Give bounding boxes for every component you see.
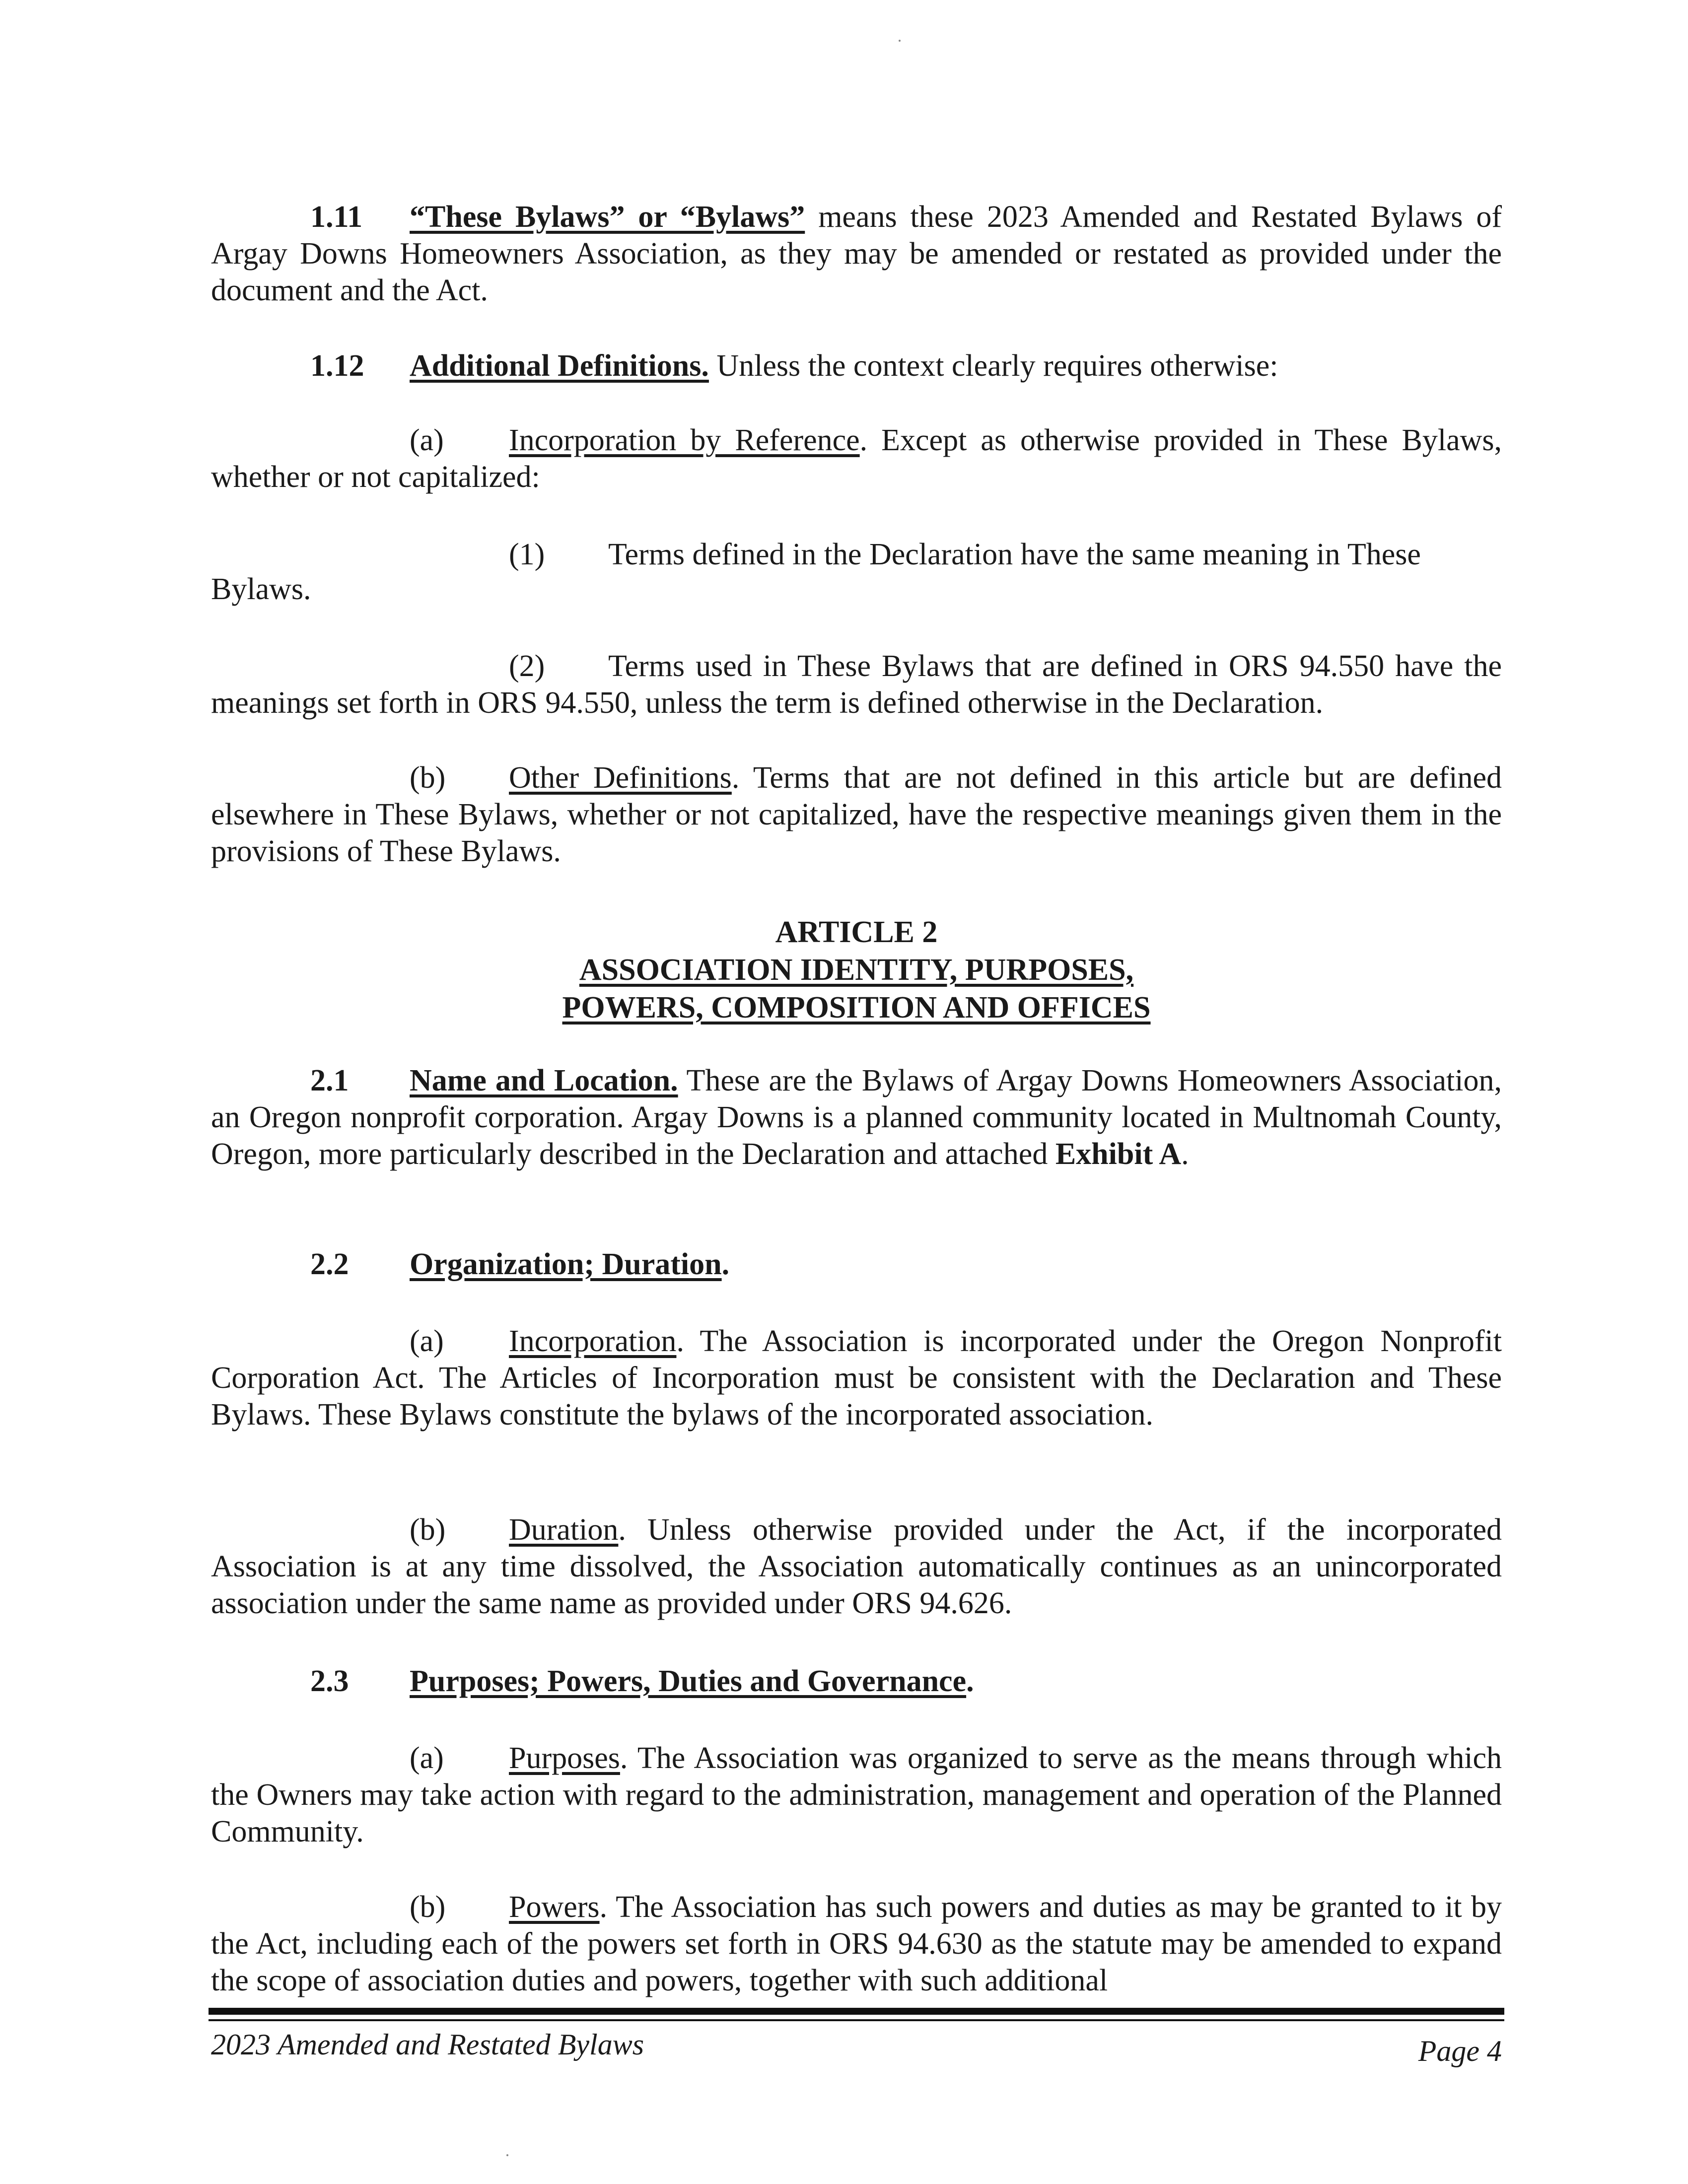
subsection-heading: Purposes xyxy=(509,1741,620,1775)
scan-speck xyxy=(899,40,901,42)
section-text: Unless the context clearly requires otherwise: xyxy=(708,349,1278,383)
article-title-line-1: ASSOCIATION IDENTITY, PURPOSES, xyxy=(579,953,1134,987)
section-heading: Purposes; Powers, Duties and Governance xyxy=(410,1664,967,1698)
subsection-text: . The Association was organized to serve as the means through which the Owners may take action with regard to the administration, management and operation of the Planned Community. xyxy=(211,1741,1502,1848)
footer-rule-thick xyxy=(209,2008,1504,2015)
section-heading: Name and Location. xyxy=(410,1064,678,1097)
section-heading: “These Bylaws” or “Bylaws” xyxy=(410,200,805,234)
subsection-heading: Incorporation xyxy=(509,1324,677,1358)
section-heading: Additional Definitions. xyxy=(410,349,709,383)
clause-marker: (2) xyxy=(509,649,545,683)
article-number: ARTICLE 2 xyxy=(775,915,938,949)
section-2-2-b xyxy=(211,1511,1502,1622)
section-2-2 xyxy=(211,1246,1502,1283)
subsection-text: . Unless otherwise provided under the Act, if the incorporated Association is at any time dissolved, the Association automatically continues as an unincorporated association under the same name as provided under ORS 94.626. xyxy=(211,1513,1502,1620)
subsection-marker: (a) xyxy=(410,423,444,457)
footer-rule-thin xyxy=(209,2019,1504,2021)
subsection-marker: (a) xyxy=(410,1741,444,1775)
clause-text: Terms used in These Bylaws that are defined in ORS 94.550 have the meanings set forth in ORS 94.550, unless the term is defined otherwise in the Declaration. xyxy=(211,649,1502,720)
section-text: means these 2023 Amended and Restated Bylaws of Argay Downs Homeowners Association, as they may be amended or restated as provided under the document and the Act. xyxy=(211,200,1502,307)
subsection-heading: Other Definitions xyxy=(509,761,732,795)
section-end: . xyxy=(721,1247,730,1281)
subsection-heading: Incorporation by Reference xyxy=(509,423,860,457)
section-number: 2.1 xyxy=(310,1064,349,1097)
subsection-marker: (b) xyxy=(410,1513,446,1547)
section-1-12-a-1 xyxy=(211,536,1502,573)
section-1-12-a-1-continuation xyxy=(211,571,1502,608)
clause-text: Terms defined in the Declaration have the same meaning in These xyxy=(608,538,1421,571)
exhibit-reference: Exhibit A xyxy=(1055,1137,1182,1171)
section-end: . xyxy=(1181,1137,1189,1171)
section-1-12 xyxy=(211,347,1502,384)
footer-page-number: Page 4 xyxy=(1418,2035,1502,2067)
subsection-text: . The Association is incorporated under the Oregon Nonprofit Corporation Act. The Articles of Incorporation must be consistent with the Declaration and These Bylaws. These Bylaws constitute the bylaws of the incorporated association. xyxy=(211,1324,1502,1432)
section-text: These are the Bylaws of Argay Downs Homeowners Association, an Oregon nonprofit corporation. Argay Downs is a planned community located in Multnomah County, Oregon, more particularly described in the Declaration and attached xyxy=(211,1064,1502,1171)
section-number: 2.3 xyxy=(310,1664,349,1698)
clause-marker: (1) xyxy=(509,538,545,571)
section-2-1 xyxy=(211,1062,1502,1172)
section-number: 1.11 xyxy=(310,200,363,234)
section-2-2-a xyxy=(211,1323,1502,1433)
footer-document-title: 2023 Amended and Restated Bylaws xyxy=(211,2028,644,2061)
subsection-text: . Except as otherwise provided in These Bylaws, whether or not capitalized: xyxy=(211,423,1502,494)
subsection-marker: (b) xyxy=(410,1890,446,1924)
section-number: 2.2 xyxy=(310,1247,349,1281)
section-1-12-b xyxy=(211,759,1502,870)
section-1-12-a-2 xyxy=(211,648,1502,721)
clause-continuation: Bylaws. xyxy=(211,572,311,606)
scan-speck xyxy=(506,2154,508,2156)
section-end: . xyxy=(966,1664,974,1698)
subsection-text: . The Association has such powers and duties as may be granted to it by the Act, including each of the powers set forth in ORS 94.630 as the statute may be amended to expand the scope of association duties and powers, together with such additional xyxy=(211,1890,1502,1997)
subsection-marker: (b) xyxy=(410,761,446,795)
subsection-heading: Duration xyxy=(509,1513,619,1547)
section-2-3-b xyxy=(211,1889,1502,1999)
subsection-text: . Terms that are not defined in this article but are defined elsewhere in These Bylaws, whether or not capitalized, have the respective meanings given them in the provisions of These Bylaws. xyxy=(211,761,1502,868)
section-1-12-a xyxy=(211,422,1502,495)
article-2-heading xyxy=(211,913,1502,1026)
section-heading: Organization; Duration xyxy=(410,1247,722,1281)
section-1-11 xyxy=(211,199,1502,309)
section-number: 1.12 xyxy=(310,349,364,383)
subsection-marker: (a) xyxy=(410,1324,444,1358)
article-title-line-2: POWERS, COMPOSITION AND OFFICES xyxy=(562,991,1151,1024)
section-2-3-a xyxy=(211,1740,1502,1850)
subsection-heading: Powers xyxy=(509,1890,600,1924)
section-2-3 xyxy=(211,1663,1502,1700)
